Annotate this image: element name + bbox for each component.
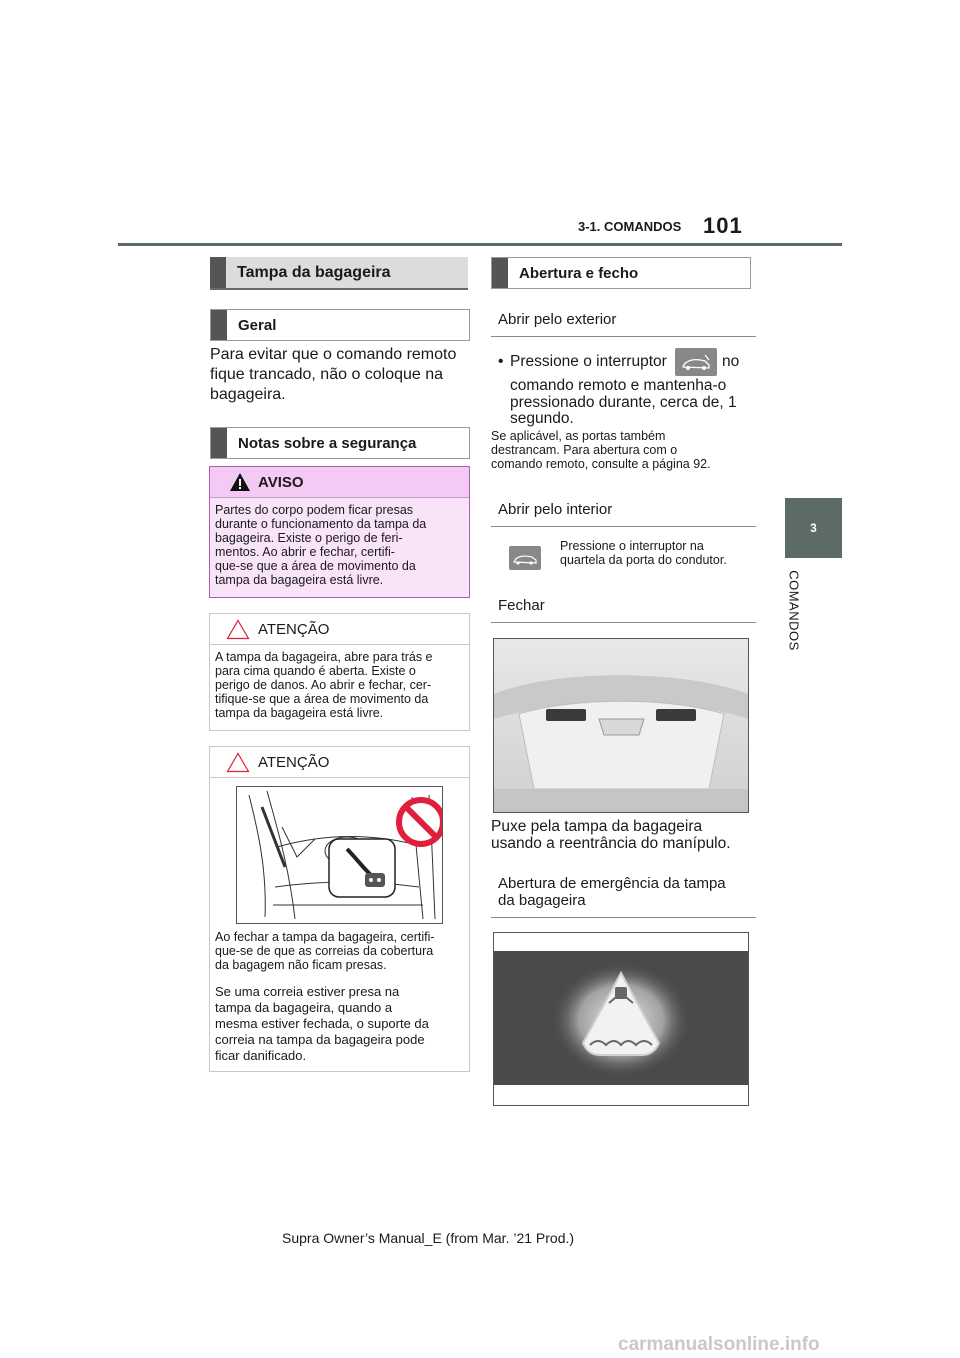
caution-text: A tampa da bagageira, abre para trás e para cima quando é aberta. Existe o perigo de danos. Ao abrir e fechar, cer- tifique-se que a área de movimento da tampa da bagageira está livre. <box>215 650 433 720</box>
caution-triangle-icon <box>226 752 250 773</box>
subheading-emergency: Abertura de emergência da tampa da bagageira <box>491 875 756 918</box>
subheading-fechar: Fechar <box>491 597 756 623</box>
strap-caution-text-2: Se uma correia estiver presa na tampa da bagageira, quando a mesma estiver fechada, o suporte da correia na tampa da bagageira pode ficar danificado. <box>215 984 429 1063</box>
trunk-button-icon <box>675 348 717 376</box>
fechar-text: Puxe pela tampa da bagageira usando a reentrância do manípulo. <box>491 818 731 852</box>
heading-bar <box>210 257 226 288</box>
caution-box <box>209 613 470 731</box>
caution-label: ATENÇÃO <box>258 621 330 638</box>
door-panel-trunk-switch-icon <box>509 546 541 570</box>
chapter-tab-number[interactable]: 3 <box>785 498 842 558</box>
trunk-lid-image <box>494 639 748 812</box>
footer-text: Supra Owner’s Manual_E (from Mar. ’21 Prod.) <box>282 1230 575 1246</box>
caution-header <box>210 614 469 645</box>
emergency-release-photo <box>493 932 749 1106</box>
interior-text: Pressione o interruptor na quartela da porta do condutor. <box>560 539 727 567</box>
bullet-dot: • <box>498 353 504 370</box>
section-label: 3-1. COMANDOS <box>578 219 682 234</box>
warning-triangle-icon <box>229 472 251 492</box>
warning-body <box>210 498 469 597</box>
warning-text: Partes do corpo podem ficar presas durante o funcionamento da tampa da bagageira. Existe o perigo de feri- mentos. Ao abrir e fechar, certifi- que-se que a área de movimento da tampa da bagageira está livre. <box>215 503 427 587</box>
trunk-interior-drawing <box>237 787 442 923</box>
caution-header <box>210 747 469 778</box>
exterior-note: Se aplicável, as portas também destrancam. Para abertura com o comando remoto, consulte a página 92. <box>491 429 711 471</box>
heading-bar <box>492 258 508 288</box>
subheading-interior: Abrir pelo interior <box>491 501 756 527</box>
section-heading-abertura: Abertura e fecho <box>491 257 751 289</box>
trunk-strap-illustration <box>236 786 443 924</box>
warning-header <box>210 467 469 498</box>
subheading-exterior: Abrir pelo exterior <box>491 311 756 337</box>
caution-label: ATENÇÃO <box>258 754 330 771</box>
bullet-first-line: • Pressione o interruptor no <box>493 352 753 376</box>
caution-box-straps <box>209 746 470 1072</box>
subheading-geral: Geral <box>210 309 470 341</box>
trunk-lid-photo <box>493 638 749 813</box>
geral-text: Para evitar que o comando remoto fique trancado, não o coloque na bagageira. <box>210 346 457 403</box>
exterior-bullet: • Pressione o interruptor no comando remoto e mantenha-o pressionado durante, cerca de, 1 segundo. <box>493 352 753 427</box>
emergency-release-image <box>494 933 748 1105</box>
section-heading-tampa: Tampa da bagageira <box>210 257 468 290</box>
heading-bar <box>211 310 227 340</box>
heading-bar <box>211 428 227 458</box>
warning-box <box>209 466 470 598</box>
header-rule <box>118 243 842 246</box>
warning-label: AVISO <box>258 474 304 491</box>
page-number: 101 <box>703 213 743 238</box>
chapter-tab-label: COMANDOS <box>786 570 802 651</box>
strap-caution-text-1: Ao fechar a tampa da bagageira, certifi- que-se de que as correias da cobertura da bagagem não ficam presas. <box>215 930 435 972</box>
subheading-safety: Notas sobre a segurança <box>210 427 470 459</box>
caution-triangle-icon <box>226 619 250 640</box>
watermark[interactable]: carmanualsonline.info <box>618 1334 820 1355</box>
